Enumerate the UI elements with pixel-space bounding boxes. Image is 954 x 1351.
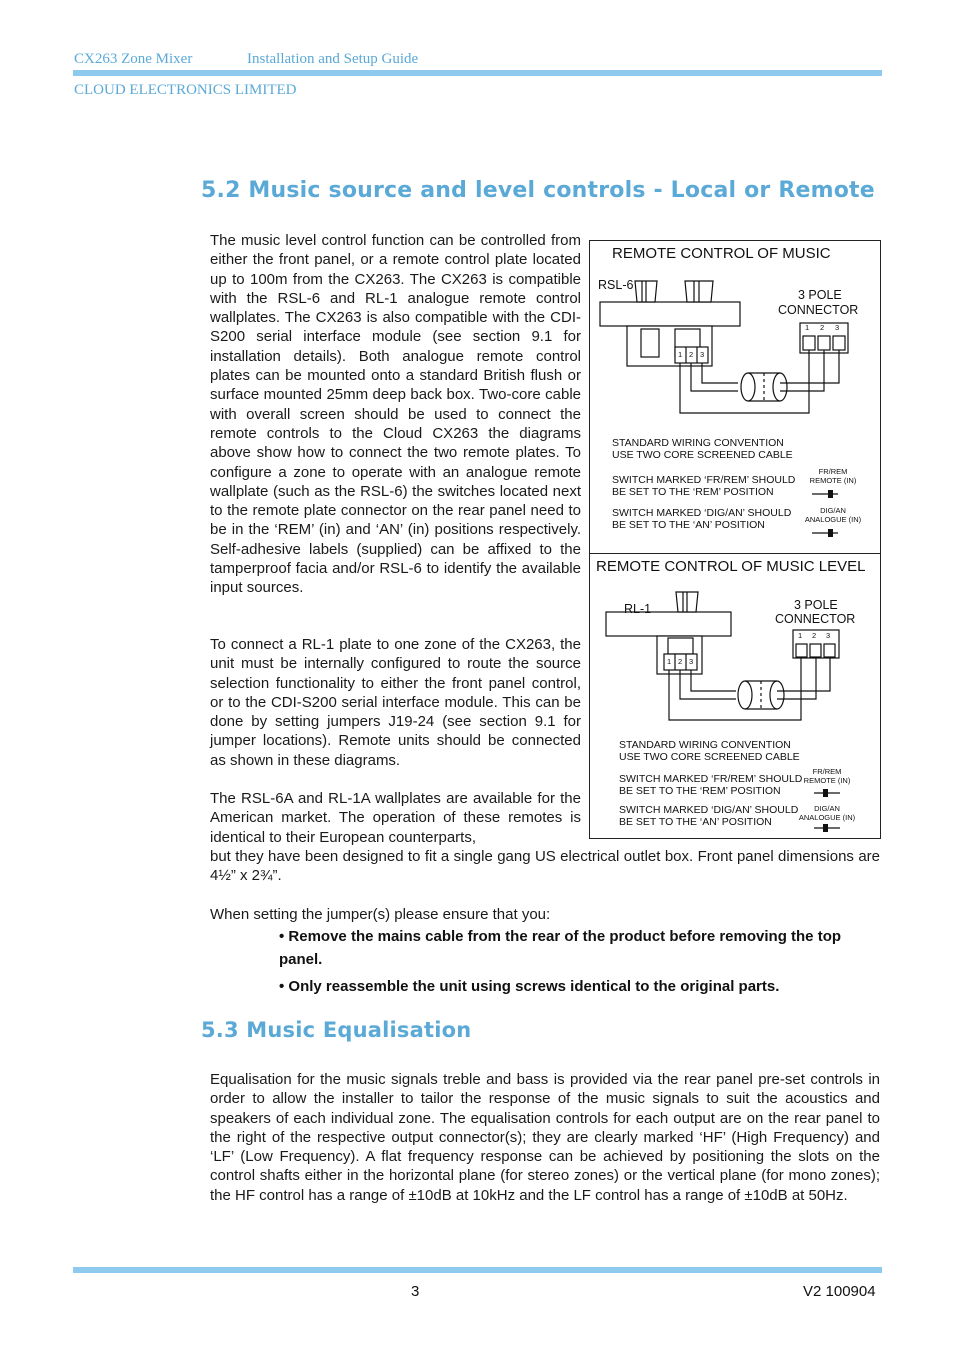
diagram-2-title: REMOTE CONTROL OF MUSIC LEVEL (596, 558, 866, 575)
section-5-2-paragraph-4: When setting the jumper(s) please ensure that you: (210, 906, 551, 923)
section-5-3-title: 5.3 Music Equalisation (201, 1018, 472, 1042)
diagram-1-switch-2-label-1: DIG/AN (820, 506, 846, 515)
diagram-1-connector-label-2: CONNECTOR (778, 303, 859, 317)
diagram-1-switch-2-line-2: BE SET TO THE ‘AN’ POSITION (612, 519, 765, 531)
diagram-1-note-line-2: USE TWO CORE SCREENED CABLE (612, 449, 793, 461)
diagram-2-switch-2-line-1: SWITCH MARKED ‘DIG/AN’ SHOULD (619, 804, 799, 816)
section-5-2-paragraph-1: The music level control function can be controlled from either the front panel, or a remote control plate located up to 100m from the CX263. The CX263 is compatible with the RSL-6 and RL-1 analogue remote control wallplates. The CX263 is also compatible with the CDI-S200 serial interface module (see section 9.1 for installation details). Both analogue remote control plates can be mounted onto a standard British flush or surface mounted 25mm deep back box. Two-core cable with overall screen should be used to connect the remote controls to the Cloud CX263 the diagrams above show how to connect the two remote plates. To configure a zone to operate with an analogue remote wallplate (such as the RSL-6) the switches located next to the remote plate connector on the rear panel need to be in the ‘REM’ (in) and ‘AN’ (in) positions respectively. Self-adhesive labels (supplied) can be affixed to the tamperproof facia and/or RSL-6 to identify the available input sources. (210, 232, 581, 597)
section-5-3-paragraph: Equalisation for the music signals treble and bass is provided via the rear panel pre-set controls in order to allow the installer to tailor the response of the music signals to suit the acoustics and speakers of each individual zone. The equalisation controls for each output are on the rear panel to the right of the respective output connector(s); they are clearly marked ‘HF’ (High Frequency) and ‘LF’ (Low Frequency). A flat frequency response can be achieved by positioning the slots on the control shafts either in the horizontal plane (for stereo zones) or the vertical plane (for mono zones); the HF control has a range of ±10dB at 10kHz and the LF control has a range of ±10dB at 50Hz. (210, 1071, 880, 1204)
section-5-2-paragraph-3a: The RSL-6A and RL-1A wallplates are available for the American market. The operation of these remotes is identical to their European counterparts, (210, 790, 581, 846)
diagram-1-title: REMOTE CONTROL OF MUSIC (612, 245, 831, 262)
diagram-2-connector-pin-3: 3 (826, 631, 831, 640)
header-product: CX263 Zone Mixer (74, 51, 193, 67)
diagram-2-switch-2-label-2: ANALOGUE (IN) (798, 813, 856, 822)
footer-rule (73, 1267, 882, 1273)
diagram-2-plate-pin-1: 1 (667, 657, 672, 666)
diagram-2-connector-pin-1: 1 (798, 631, 803, 640)
diagram-2-switch-1-label-2: REMOTE (IN) (803, 776, 851, 785)
diagram-1-connector-pin-1: 1 (805, 323, 810, 332)
diagram-2-note-line-2: USE TWO CORE SCREENED CABLE (619, 751, 800, 763)
diagram-1-connector-label-1: 3 POLE (798, 288, 842, 302)
header-rule (73, 70, 882, 76)
diagram-1-switch-1-label-1: FR/REM (818, 467, 848, 476)
footer-version: V2 100904 (803, 1283, 876, 1300)
bullet-reassemble-screws: • Only reassemble the unit using screws identical to the original parts. (279, 978, 780, 995)
bullet-remove-mains: • Remove the mains cable from the rear of the product before removing the top panel. (279, 928, 842, 968)
diagram-2-plate-pin-2: 2 (678, 657, 683, 666)
diagram-remote-control-of-music (589, 240, 881, 554)
diagram-remote-control-of-music-level (589, 553, 881, 839)
diagram-2-connector-label-2: CONNECTOR (775, 612, 856, 626)
diagram-2-switch-1-label-1: FR/REM (812, 767, 842, 776)
diagram-1-plate-pin-2: 2 (689, 350, 694, 359)
diagram-2-note-line-1: STANDARD WIRING CONVENTION (619, 739, 791, 751)
diagram-1-connector-pin-3: 3 (835, 323, 840, 332)
diagram-2-device-label: RL-1 (624, 602, 652, 616)
diagram-2-connector-label-1: 3 POLE (794, 598, 838, 612)
diagram-2-switch-1-line-2: BE SET TO THE ‘REM’ POSITION (619, 785, 781, 797)
header-guide: Installation and Setup Guide (247, 51, 419, 67)
footer-page-number: 3 (411, 1283, 420, 1300)
diagram-2-connector-pin-2: 2 (812, 631, 817, 640)
diagram-1-switch-1-line-1: SWITCH MARKED ‘FR/REM’ SHOULD (612, 474, 796, 486)
section-5-2-title: 5.2 Music source and level controls - Local or Remote (201, 178, 875, 203)
header-company: CLOUD ELECTRONICS LIMITED (74, 82, 297, 98)
section-5-2-paragraph-2: To connect a RL-1 plate to one zone of the CX263, the unit must be internally configured to route the source selection functionality to either the front panel control, or to the CDI-S200 serial interface module. This can be done by setting jumpers J19-24 (see section 9.1 for jumper locations). Remote units should be connected as shown in these diagrams. (210, 636, 581, 769)
diagram-1-device-label: RSL-6 (598, 278, 634, 292)
diagram-1-switch-2-label-2: ANALOGUE (IN) (804, 515, 862, 524)
diagram-1-switch-1-label-2: REMOTE (IN) (809, 476, 857, 485)
section-5-2-paragraph-3b: but they have been designed to fit a single gang US electrical outlet box. Front panel dimensions are 4½” x 2¾”. (210, 848, 880, 885)
diagram-2-switch-1-line-1: SWITCH MARKED ‘FR/REM’ SHOULD (619, 773, 803, 785)
diagram-1-plate-pin-3: 3 (700, 350, 705, 359)
diagram-2-switch-2-line-2: BE SET TO THE ‘AN’ POSITION (619, 816, 772, 828)
diagram-1-switch-2-line-1: SWITCH MARKED ‘DIG/AN’ SHOULD (612, 507, 792, 519)
diagram-1-connector-pin-2: 2 (820, 323, 825, 332)
diagram-2-switch-2-label-1: DIG/AN (814, 804, 840, 813)
diagram-1-switch-1-line-2: BE SET TO THE ‘REM’ POSITION (612, 486, 774, 498)
diagram-1-plate-pin-1: 1 (678, 350, 683, 359)
diagram-2-plate-pin-3: 3 (689, 657, 694, 666)
diagram-1-note-line-1: STANDARD WIRING CONVENTION (612, 437, 784, 449)
